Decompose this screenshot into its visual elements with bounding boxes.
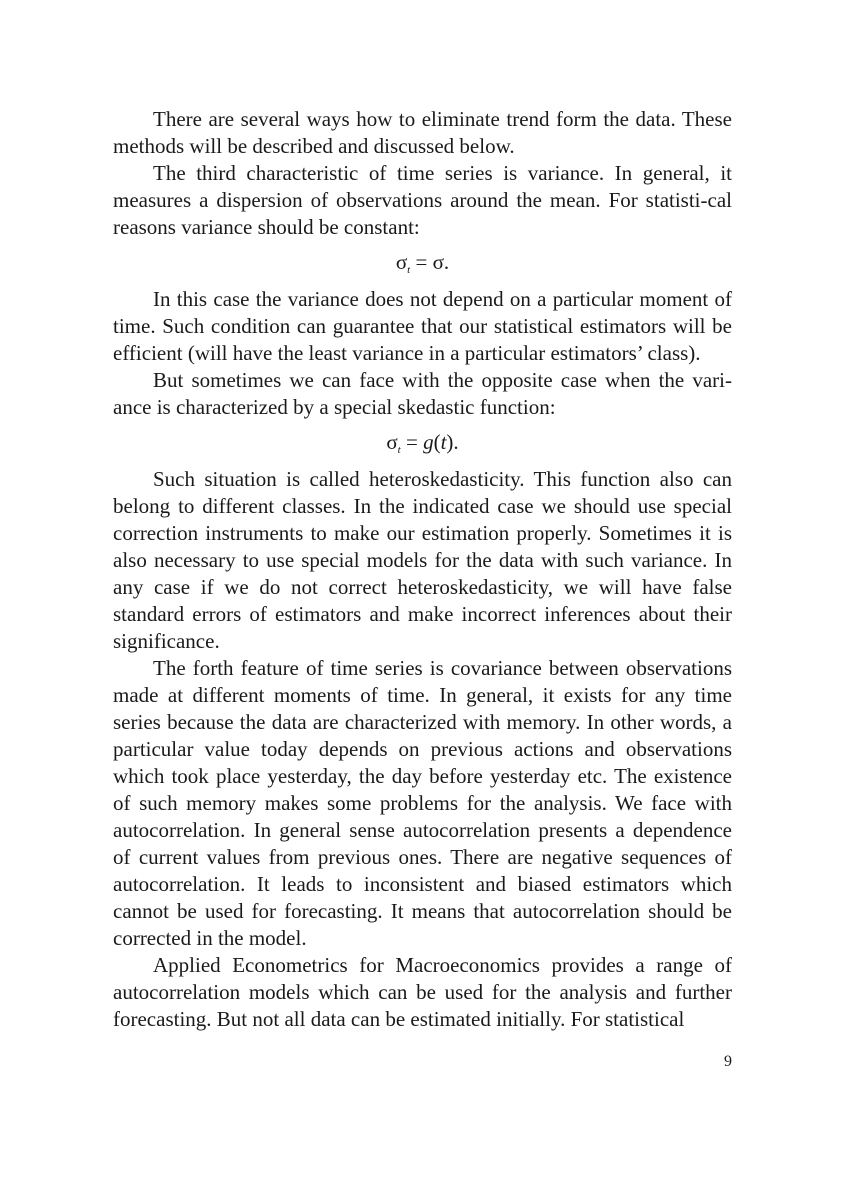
formula-equals: = xyxy=(405,430,424,454)
page-body xyxy=(113,106,732,1033)
formula-sigma: σ xyxy=(395,250,408,274)
formula-open-paren: ( xyxy=(433,430,441,454)
paragraph-variance-constant: In this case the variance does not depend on a particular moment of time. Such condition can guarantee that our statistical estimators will be efficient (will have the least variance in a particular estimators’ class). xyxy=(113,287,732,365)
formula-skedastic-function xyxy=(113,421,732,466)
formula-rhs: = σ. xyxy=(415,250,450,274)
page-number: 9 xyxy=(724,1053,732,1070)
formula-argument: t xyxy=(440,430,447,454)
paragraph-variance-intro: The third characteristic of time series is variance. In general, it measures a dispersion of observations around the mean. For statisti-cal reasons variance should be constant: xyxy=(113,161,732,239)
formula-subscript: t xyxy=(397,444,401,456)
paragraph-skedastic-intro: But sometimes we can face with the opposite case when the vari-ance is characterized by a special skedastic function: xyxy=(113,368,732,419)
paragraph-covariance: The forth feature of time series is covariance between observations made at different moments of time. In general, it exists for any time series because the data are characterized with memory. In other words, a particular value today depends on previous actions and observations which took place yesterday, the day before yesterday etc. The existence of such memory makes some problems for the analysis. We face with autocorrelation. In general sense autocorrelation presents a dependence of current values from previous ones. There are negative sequences of autocorrelation. It leads to inconsistent and biased estimators which cannot be used for forecasting. It means that autocorrelation should be corrected in the model. xyxy=(113,656,732,950)
paragraph-heteroskedasticity: Such situation is called heteroskedasticity. This function also can belong to different classes. In the indicated case we should use special correction instruments to make our estimation properly. Sometimes it is also necessary to use special models for the data with such variance. In any case if we do not correct heteroskedasticity, we will have false standard errors of estimators and make incorrect inferences about their significance. xyxy=(113,467,732,653)
paragraph-applied-econometrics: Applied Econometrics for Macroeconomics provides a range of autocorrelation models which can be used for the analysis and further forecasting. But not all data can be estimated initially. For statistical xyxy=(113,953,732,1031)
paragraph-trend-elimination: There are several ways how to eliminate trend form the data. These methods will be described and discussed below. xyxy=(113,107,732,158)
formula-function-name: g xyxy=(423,430,434,454)
formula-sigma: σ xyxy=(386,430,398,454)
formula-subscript: t xyxy=(407,264,411,276)
formula-constant-variance xyxy=(113,241,732,286)
formula-close-paren: ). xyxy=(446,430,459,454)
